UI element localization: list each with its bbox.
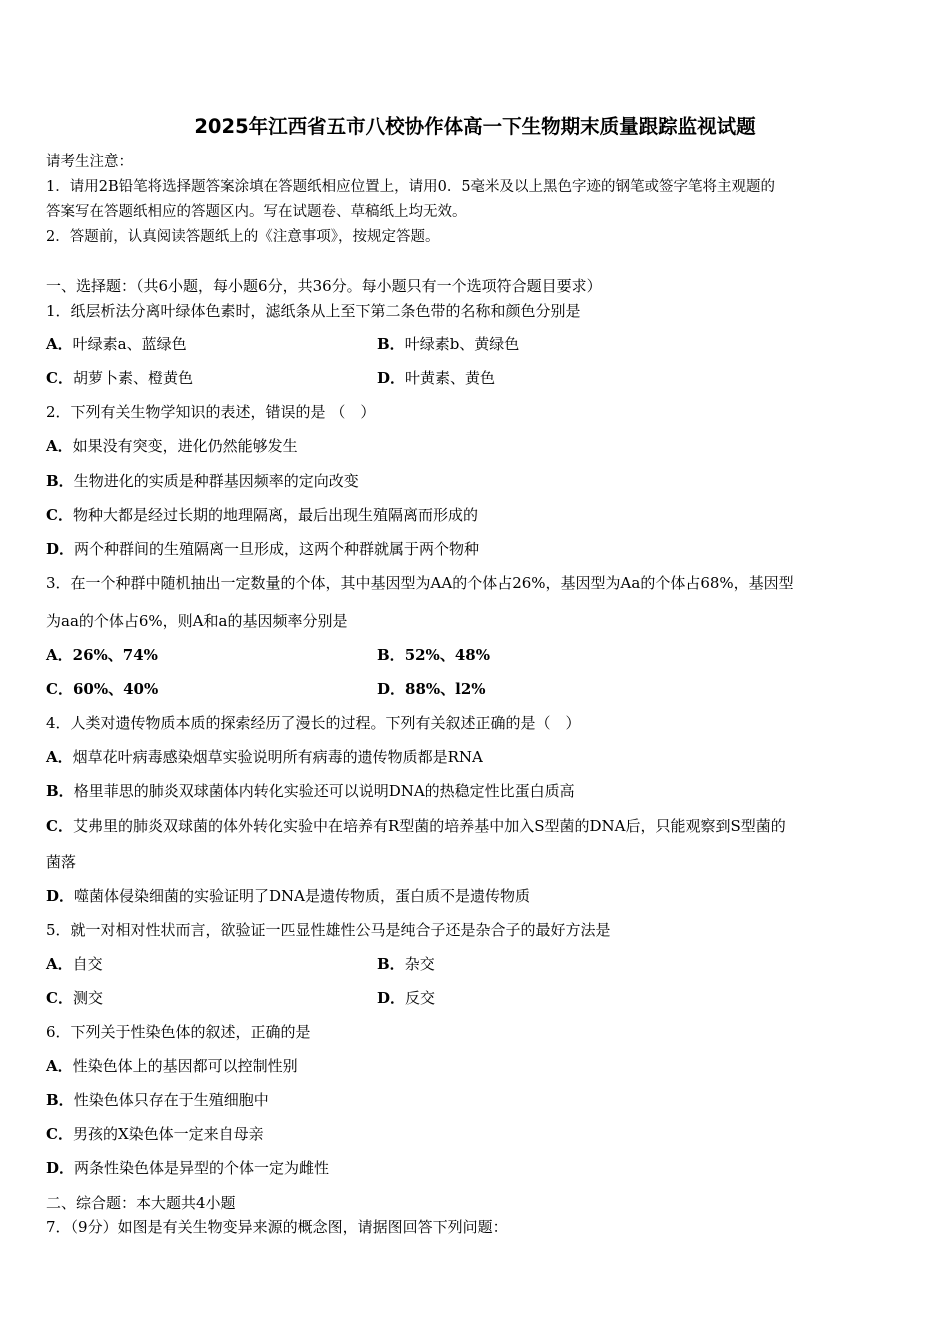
option-letter: A． (46, 955, 73, 973)
question-6-stem: 6．下列关于性染色体的叙述，正确的是 (46, 1023, 311, 1041)
option-text: 叶黄素、黄色 (405, 369, 496, 387)
question-5-option-a (46, 954, 103, 974)
option-text: 叶绿素b、黄绿色 (404, 335, 520, 353)
option-letter: C． (46, 369, 73, 387)
question-2-option-a (46, 436, 298, 456)
option-text: 性染色体只存在于生殖细胞中 (73, 1091, 269, 1109)
question-7-stem: 7．（9分）如图是有关生物变异来源的概念图，请据图回答下列问题： (46, 1218, 508, 1236)
question-2-option-c (46, 505, 478, 525)
question-6-option-a (46, 1056, 298, 1076)
question-2-option-d (46, 539, 479, 559)
option-text: 如果没有突变，进化仍然能够发生 (72, 437, 298, 455)
question-1-option-b (377, 334, 519, 354)
question-6-option-b (46, 1090, 269, 1110)
option-letter: D． (377, 989, 406, 1007)
option-text: 胡萝卜素、橙黄色 (72, 369, 193, 387)
question-4-option-c-line-2: 菌落 (46, 853, 77, 871)
option-text: 两条性染色体是异型的个体一定为雌性 (74, 1159, 330, 1177)
option-text: 叶绿素a、蓝绿色 (72, 335, 187, 353)
option-letter: B． (377, 335, 405, 353)
option-text: 杂交 (404, 955, 435, 973)
option-text: 88%、l2% (405, 680, 486, 698)
notice-item-2: 2．答题前，认真阅读答题纸上的《注意事项》，按规定答题。 (46, 229, 440, 245)
question-6-option-d (46, 1158, 329, 1178)
option-letter: C． (46, 506, 73, 524)
question-5-option-c (46, 988, 103, 1008)
question-2-option-b (46, 471, 359, 491)
question-5-option-d (377, 988, 435, 1008)
option-letter: C． (46, 680, 73, 698)
option-text: 反交 (405, 989, 436, 1007)
notice-item-1-line-2: 答案写在答题纸相应的答题区内。写在试题卷、草稿纸上均无效。 (46, 204, 467, 220)
question-3-option-a (46, 645, 158, 665)
option-letter: D． (377, 680, 406, 698)
question-4-option-a (46, 747, 483, 767)
option-letter: B． (377, 646, 405, 664)
option-letter: B． (46, 1091, 74, 1109)
question-6-option-c (46, 1124, 264, 1144)
question-5-stem: 5．就一对相对性状而言，欲验证一匹显性雄性公马是纯合子还是杂合子的最好方法是 (46, 921, 611, 939)
question-4-stem: 4．人类对遗传物质本质的探索经历了漫长的过程。下列有关叙述正确的是（ ） (46, 714, 581, 732)
section-1-heading: 一、选择题：（共6小题，每小题6分，共36分。每小题只有一个选项符合题目要求） (46, 277, 602, 295)
option-letter: B． (46, 782, 74, 800)
page-title: 2025年江西省五市八校协作体高一下生物期末质量跟踪监视试题 (194, 115, 756, 138)
option-letter: C． (46, 1125, 73, 1143)
notice-heading: 请考生注意： (46, 154, 133, 170)
option-text: 两个种群间的生殖隔离一旦形成，这两个种群就属于两个物种 (74, 540, 480, 558)
option-text: 测交 (72, 989, 103, 1007)
option-text: 男孩的X染色体一定来自母亲 (72, 1125, 264, 1143)
option-text: 格里菲思的肺炎双球菌体内转化实验还可以说明DNA的热稳定性比蛋白质高 (73, 782, 575, 800)
option-letter: A． (46, 335, 73, 353)
question-4-option-b (46, 781, 575, 801)
option-text: 60%、40% (72, 680, 159, 698)
option-letter: A． (46, 646, 73, 664)
option-letter: A． (46, 748, 73, 766)
option-letter: D． (46, 540, 75, 558)
question-3-stem-line-1: 3．在一个种群中随机抽出一定数量的个体，其中基因型为AA的个体占26%，基因型为Aa的个体占68%，基因型 (46, 574, 794, 592)
option-text: 艾弗里的肺炎双球菌的体外转化实验中在培养有R型菌的培养基中加入S型菌的DNA后，只能观察到S型菌的 (72, 817, 786, 835)
option-letter: B． (377, 955, 405, 973)
question-1-option-d (377, 368, 495, 388)
option-letter: C． (46, 817, 73, 835)
question-1-option-a (46, 334, 187, 354)
notice-item-1-line-1: 1．请用2B铅笔将选择题答案涂填在答题纸相应位置上，请用0．5毫米及以上黑色字迹的钢笔或签字笔将主观题的 (46, 179, 776, 195)
question-3-option-d (377, 679, 486, 699)
option-text: 烟草花叶病毒感染烟草实验说明所有病毒的遗传物质都是RNA (72, 748, 483, 766)
option-letter: C． (46, 989, 73, 1007)
option-letter: D． (46, 1159, 75, 1177)
question-5-option-b (377, 954, 435, 974)
option-text: 自交 (72, 955, 103, 973)
question-3-stem-line-2: 为aa的个体占6%，则A和a的基因频率分别是 (46, 612, 348, 630)
option-text: 噬菌体侵染细菌的实验证明了DNA是遗传物质，蛋白质不是遗传物质 (74, 887, 531, 905)
option-letter: A． (46, 437, 73, 455)
option-text: 性染色体上的基因都可以控制性别 (72, 1057, 298, 1075)
option-letter: D． (46, 887, 75, 905)
option-text: 物种大都是经过长期的地理隔离，最后出现生殖隔离而形成的 (72, 506, 478, 524)
option-letter: B． (46, 472, 74, 490)
option-letter: A． (46, 1057, 73, 1075)
question-2-stem: 2．下列有关生物学知识的表述，错误的是 （ ） (46, 403, 376, 421)
option-letter: D． (377, 369, 406, 387)
question-3-option-c (46, 679, 158, 699)
question-1-option-c (46, 368, 193, 388)
section-2-heading: 二、综合题：本大题共4小题 (46, 1194, 236, 1212)
option-text: 生物进化的实质是种群基因频率的定向改变 (73, 472, 359, 490)
option-text: 52%、48% (404, 646, 490, 664)
question-4-option-d (46, 886, 530, 906)
question-1-stem: 1．纸层析法分离叶绿体色素时，滤纸条从上至下第二条色带的名称和颜色分别是 (46, 302, 581, 320)
question-3-option-b (377, 645, 490, 665)
question-4-option-c (46, 816, 786, 836)
option-text: 26%、74% (72, 646, 158, 664)
